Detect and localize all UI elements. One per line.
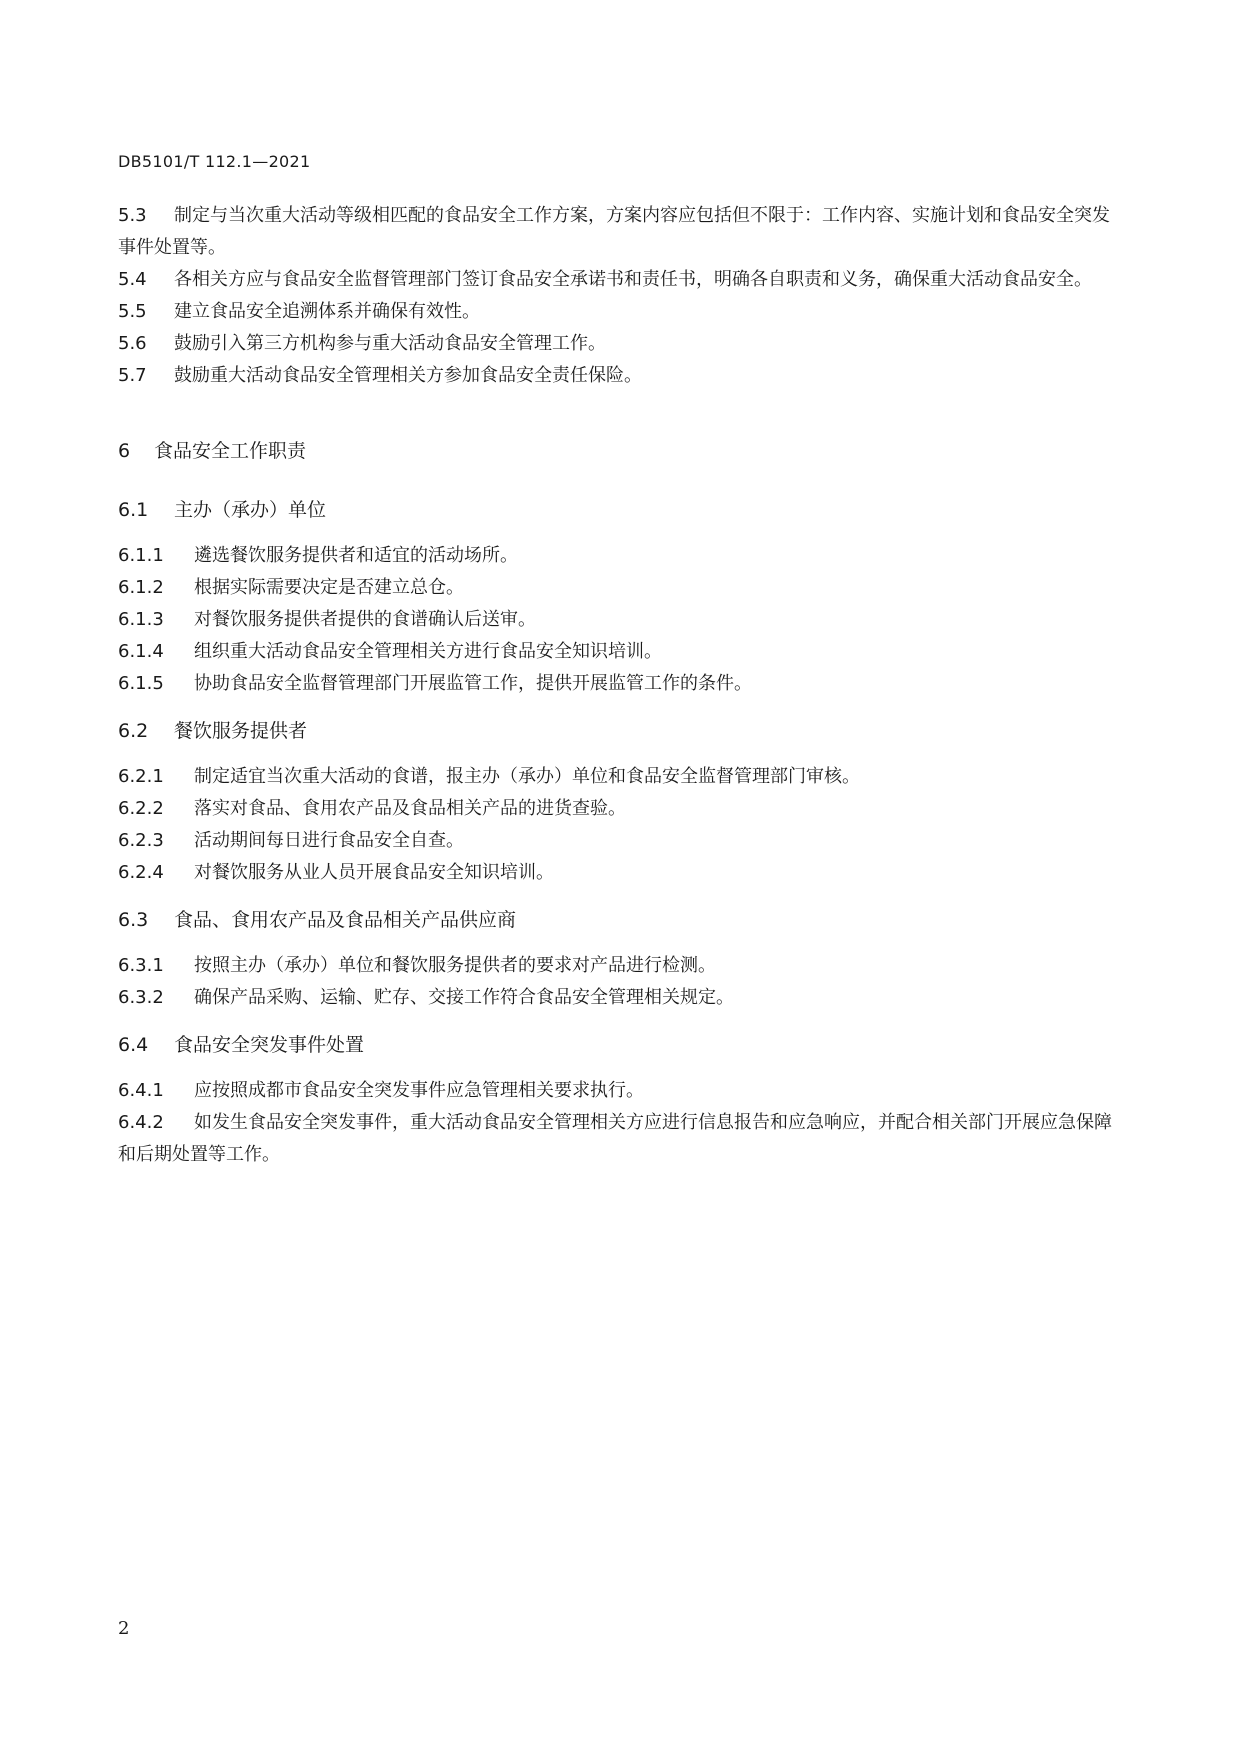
clause-paragraph — [118, 540, 1118, 572]
clause-text: 组织重大活动食品安全管理相关方进行食品安全知识培训。 — [194, 641, 662, 662]
clause-paragraph — [118, 1107, 1118, 1171]
clause-paragraph — [118, 296, 1118, 328]
clause-text: 活动期间每日进行食品安全自查。 — [194, 830, 464, 851]
clause-text: 制定与当次重大活动等级相匹配的食品安全工作方案，方案内容应包括但不限于：工作内容、实施计划和食品安全突发事件处置等。 — [118, 205, 1110, 258]
clause-number: 6.4.2 — [118, 1112, 164, 1133]
clause-paragraph — [118, 636, 1118, 668]
clause-text: 鼓励引入第三方机构参与重大活动食品安全管理工作。 — [174, 333, 606, 354]
clause-number: 5.7 — [118, 365, 147, 386]
clause-number: 6.2.3 — [118, 830, 164, 851]
clause-number: 6.1.1 — [118, 545, 164, 566]
clause-number: 5.5 — [118, 301, 147, 322]
clause-number: 6.1.3 — [118, 609, 164, 630]
clause-text: 协助食品安全监督管理部门开展监管工作，提供开展监管工作的条件。 — [194, 673, 752, 694]
clause-text: 对餐饮服务提供者提供的食谱确认后送审。 — [194, 609, 536, 630]
clause-number: 5.3 — [118, 205, 147, 226]
clause-text: 建立食品安全追溯体系并确保有效性。 — [174, 301, 480, 322]
clause-text: 食品、食用农产品及食品相关产品供应商 — [174, 909, 517, 931]
document-body — [118, 200, 1118, 1171]
clause-number: 6.3.1 — [118, 955, 164, 976]
clause-number: 6.3.2 — [118, 987, 164, 1008]
clause-paragraph — [118, 982, 1118, 1014]
clause-paragraph — [118, 857, 1118, 889]
clause-paragraph — [118, 1075, 1118, 1107]
clause-text: 落实对食品、食用农产品及食品相关产品的进货查验。 — [194, 798, 626, 819]
clause-text: 根据实际需要决定是否建立总仓。 — [194, 577, 464, 598]
clause-number: 6.4 — [118, 1034, 149, 1056]
clause-paragraph — [118, 761, 1118, 793]
clause-text: 遴选餐饮服务提供者和适宜的活动场所。 — [194, 545, 518, 566]
clause-number: 6.1.4 — [118, 641, 164, 662]
clause-paragraph — [118, 264, 1118, 296]
chapter-heading — [118, 436, 1118, 463]
clause-number: 6.2 — [118, 720, 149, 742]
clause-text: 确保产品采购、运输、贮存、交接工作符合食品安全管理相关规定。 — [194, 987, 734, 1008]
clause-paragraph — [118, 328, 1118, 360]
clause-number: 6.2.1 — [118, 766, 164, 787]
clause-paragraph — [118, 604, 1118, 636]
section-heading — [118, 905, 1118, 932]
clause-number: 6.2.4 — [118, 862, 164, 883]
clause-paragraph — [118, 572, 1118, 604]
clause-text: 食品安全突发事件处置 — [174, 1034, 365, 1056]
clause-paragraph — [118, 793, 1118, 825]
clause-paragraph — [118, 825, 1118, 857]
section-heading — [118, 716, 1118, 743]
clause-paragraph — [118, 668, 1118, 700]
clause-number: 6.1.5 — [118, 673, 164, 694]
clause-text: 食品安全工作职责 — [154, 440, 307, 462]
clause-number: 6 — [118, 440, 131, 462]
clause-text: 鼓励重大活动食品安全管理相关方参加食品安全责任保险。 — [174, 365, 642, 386]
clause-text: 餐饮服务提供者 — [174, 720, 308, 742]
clause-paragraph — [118, 200, 1118, 264]
clause-text: 如发生食品安全突发事件，重大活动食品安全管理相关方应进行信息报告和应急响应，并配合相关部门开展应急保障和后期处置等工作。 — [118, 1112, 1112, 1165]
clause-paragraph — [118, 950, 1118, 982]
clause-number: 5.6 — [118, 333, 147, 354]
clause-number: 6.1.2 — [118, 577, 164, 598]
clause-paragraph — [118, 360, 1118, 392]
clause-number: 6.1 — [118, 499, 149, 521]
clause-text: 制定适宜当次重大活动的食谱，报主办（承办）单位和食品安全监督管理部门审核。 — [194, 766, 860, 787]
clause-number: 6.4.1 — [118, 1080, 164, 1101]
section-heading — [118, 495, 1118, 522]
clause-text: 主办（承办）单位 — [174, 499, 327, 521]
clause-number: 5.4 — [118, 269, 147, 290]
clause-text: 应按照成都市食品安全突发事件应急管理相关要求执行。 — [194, 1080, 644, 1101]
clause-number: 6.2.2 — [118, 798, 164, 819]
clause-text: 对餐饮服务从业人员开展食品安全知识培训。 — [194, 862, 554, 883]
section-heading — [118, 1030, 1118, 1057]
clause-number: 6.3 — [118, 909, 149, 931]
clause-text: 按照主办（承办）单位和餐饮服务提供者的要求对产品进行检测。 — [194, 955, 716, 976]
clause-text: 各相关方应与食品安全监督管理部门签订食品安全承诺书和责任书，明确各自职责和义务，确保重大活动食品安全。 — [174, 269, 1092, 290]
document-id-header: DB5101/T 112.1—2021 — [118, 152, 311, 171]
page-number: 2 — [118, 1618, 130, 1639]
